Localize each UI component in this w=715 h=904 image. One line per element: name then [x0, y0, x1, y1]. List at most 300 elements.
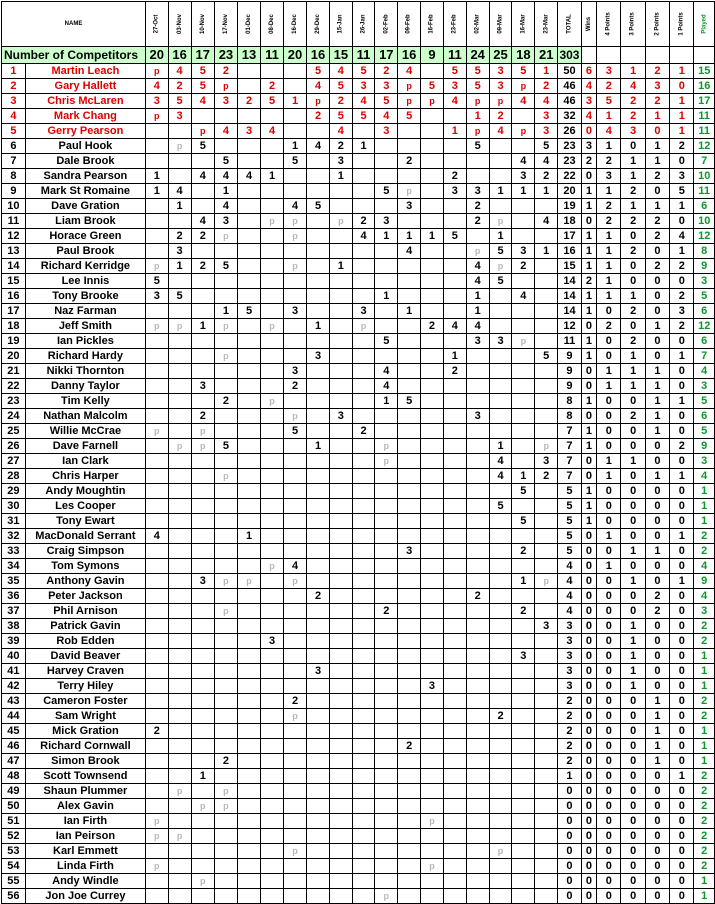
points-cell	[191, 889, 214, 904]
points-cell	[375, 304, 398, 319]
points-cell	[398, 469, 421, 484]
points-cell: 4	[284, 199, 307, 214]
competitor-name: Martin Leach	[25, 64, 145, 79]
competitor-name: Danny Taylor	[25, 379, 145, 394]
rank-cell: 6	[2, 139, 26, 154]
points-cell	[330, 679, 353, 694]
points-cell	[489, 289, 512, 304]
points-cell	[352, 739, 375, 754]
points-cell: p	[284, 709, 307, 724]
stat-cell: 0	[581, 889, 596, 904]
stat-cell: 0	[645, 124, 669, 139]
header-date-label: 08-Dec	[269, 14, 275, 34]
stat-cell: 0	[670, 829, 694, 844]
points-cell	[284, 289, 307, 304]
stat-cell: 0	[581, 559, 596, 574]
points-cell	[284, 829, 307, 844]
points-cell	[535, 289, 558, 304]
points-cell	[261, 424, 284, 439]
points-cell	[489, 424, 512, 439]
header-date-label: 26-Jan	[360, 14, 367, 34]
points-cell	[466, 634, 489, 649]
points-cell: 2	[191, 229, 214, 244]
stat-cell: 1	[581, 439, 596, 454]
points-cell	[398, 679, 421, 694]
points-cell	[443, 844, 466, 859]
points-cell	[191, 454, 214, 469]
points-cell: 3	[191, 574, 214, 589]
points-cell: 3	[466, 334, 489, 349]
stat-cell: 0	[597, 649, 621, 664]
points-cell	[330, 379, 353, 394]
points-cell	[168, 889, 191, 904]
points-cell: 4	[145, 529, 168, 544]
points-cell: p	[330, 214, 353, 229]
points-cell	[238, 754, 261, 769]
points-cell: 1	[512, 574, 535, 589]
points-cell	[443, 154, 466, 169]
points-cell: 1	[421, 229, 444, 244]
points-cell	[261, 724, 284, 739]
points-cell	[352, 409, 375, 424]
table-row	[2, 439, 715, 454]
points-cell	[443, 289, 466, 304]
total-cell: 4	[558, 574, 582, 589]
total-cell: 5	[558, 499, 582, 514]
rank-cell: 39	[2, 634, 26, 649]
rank-cell: 21	[2, 364, 26, 379]
competitor-name: Mark Chang	[25, 109, 145, 124]
points-cell	[398, 784, 421, 799]
competitor-name: Jon Joe Currey	[25, 889, 145, 904]
blank-cell	[670, 47, 694, 64]
table-row	[2, 709, 715, 724]
stat-cell: 0	[670, 409, 694, 424]
points-cell: 2	[512, 544, 535, 559]
stat-cell: 0	[645, 664, 669, 679]
points-cell	[398, 514, 421, 529]
total-cell: 23	[558, 154, 582, 169]
rank-cell: 19	[2, 334, 26, 349]
points-cell	[191, 154, 214, 169]
stat-cell: 0	[597, 514, 621, 529]
table-row	[2, 229, 715, 244]
points-cell: 3	[214, 214, 237, 229]
table-row	[2, 514, 715, 529]
points-cell	[375, 424, 398, 439]
table-row	[2, 769, 715, 784]
stat-cell: 4	[581, 79, 596, 94]
points-cell	[375, 814, 398, 829]
table-row	[2, 724, 715, 739]
total-cell: 3	[558, 664, 582, 679]
points-cell	[284, 394, 307, 409]
total-cell: 0	[558, 844, 582, 859]
points-cell	[421, 784, 444, 799]
points-cell	[512, 139, 535, 154]
points-cell: 2	[466, 589, 489, 604]
stat-cell: 1	[645, 754, 669, 769]
points-cell	[443, 334, 466, 349]
stat-cell: 0	[597, 859, 621, 874]
competitors-count: 15	[330, 47, 353, 64]
stat-cell: 0	[597, 334, 621, 349]
points-cell	[421, 709, 444, 724]
points-cell	[443, 649, 466, 664]
points-cell	[168, 559, 191, 574]
points-cell: p	[145, 259, 168, 274]
total-cell: 2	[558, 694, 582, 709]
points-cell: 4	[352, 94, 375, 109]
stat-cell: 1	[645, 319, 669, 334]
stat-cell: 0	[645, 529, 669, 544]
played-cell: 9	[694, 259, 715, 274]
points-cell	[466, 844, 489, 859]
table-row	[2, 454, 715, 469]
total-cell: 0	[558, 874, 582, 889]
points-cell	[398, 619, 421, 634]
points-cell	[261, 769, 284, 784]
points-cell	[191, 694, 214, 709]
points-cell: 4	[284, 559, 307, 574]
points-cell	[535, 784, 558, 799]
points-cell	[214, 424, 237, 439]
stat-cell: 2	[670, 319, 694, 334]
points-cell	[307, 769, 330, 784]
points-cell	[238, 844, 261, 859]
stat-cell: 0	[645, 844, 669, 859]
points-cell	[307, 334, 330, 349]
points-cell: p	[489, 259, 512, 274]
points-cell	[398, 319, 421, 334]
points-cell	[535, 199, 558, 214]
stat-cell: 0	[581, 574, 596, 589]
points-cell: 1	[512, 469, 535, 484]
header-date-label: 03-Nov	[176, 13, 183, 35]
points-cell	[512, 409, 535, 424]
points-cell: 1	[489, 229, 512, 244]
points-cell	[466, 349, 489, 364]
points-cell	[191, 679, 214, 694]
rank-cell: 18	[2, 319, 26, 334]
stat-cell: 0	[621, 424, 645, 439]
points-cell	[466, 874, 489, 889]
points-cell: 5	[307, 64, 330, 79]
points-cell	[191, 274, 214, 289]
points-cell	[284, 169, 307, 184]
points-cell	[307, 679, 330, 694]
points-cell: 1	[284, 139, 307, 154]
points-cell	[466, 469, 489, 484]
table-row	[2, 334, 715, 349]
points-cell	[238, 424, 261, 439]
competitor-name: Andy Moughtin	[25, 484, 145, 499]
points-cell	[261, 574, 284, 589]
points-cell	[238, 199, 261, 214]
points-cell: 1	[168, 259, 191, 274]
points-cell	[191, 469, 214, 484]
points-cell	[443, 709, 466, 724]
points-cell	[375, 244, 398, 259]
points-cell	[352, 709, 375, 724]
table-row	[2, 634, 715, 649]
stat-cell: 1	[581, 424, 596, 439]
points-cell	[398, 634, 421, 649]
competitor-name: Ian Firth	[25, 814, 145, 829]
points-cell	[214, 634, 237, 649]
rank-cell: 3	[2, 94, 26, 109]
points-cell	[512, 379, 535, 394]
stat-cell: 0	[645, 874, 669, 889]
stat-cell: 0	[621, 784, 645, 799]
points-cell	[421, 649, 444, 664]
points-cell	[535, 724, 558, 739]
stat-cell: 1	[670, 124, 694, 139]
stat-cell: 0	[670, 679, 694, 694]
points-cell	[443, 679, 466, 694]
points-cell: 3	[421, 679, 444, 694]
stat-cell: 1	[597, 274, 621, 289]
stat-cell: 0	[645, 499, 669, 514]
table-row	[2, 814, 715, 829]
points-cell	[307, 454, 330, 469]
points-cell	[145, 619, 168, 634]
points-cell	[191, 349, 214, 364]
stat-cell: 0	[670, 154, 694, 169]
header-date-label: 17-Nov	[222, 13, 229, 35]
points-cell	[352, 544, 375, 559]
points-cell	[261, 784, 284, 799]
points-cell: p	[214, 229, 237, 244]
points-cell	[330, 724, 353, 739]
points-cell	[535, 379, 558, 394]
played-cell: 2	[694, 829, 715, 844]
points-cell: 1	[145, 169, 168, 184]
points-cell	[214, 874, 237, 889]
points-cell	[145, 154, 168, 169]
points-cell	[168, 859, 191, 874]
rank-cell: 25	[2, 424, 26, 439]
stat-cell: 1	[581, 394, 596, 409]
points-cell	[284, 334, 307, 349]
competitors-count: 21	[535, 47, 558, 64]
points-cell	[421, 589, 444, 604]
stat-cell: 1	[670, 94, 694, 109]
points-cell	[307, 709, 330, 724]
points-cell	[352, 124, 375, 139]
points-cell	[238, 409, 261, 424]
stat-cell: 0	[645, 829, 669, 844]
points-cell: 5	[512, 484, 535, 499]
points-cell	[307, 619, 330, 634]
stat-cell: 0	[645, 244, 669, 259]
header-date	[168, 2, 191, 47]
points-cell	[168, 454, 191, 469]
points-cell	[466, 544, 489, 559]
points-cell: 1	[375, 394, 398, 409]
table-row	[2, 844, 715, 859]
stat-cell: 0	[597, 769, 621, 784]
stat-cell: 0	[670, 484, 694, 499]
points-cell: 1	[466, 289, 489, 304]
rank-cell: 22	[2, 379, 26, 394]
points-cell	[330, 424, 353, 439]
points-cell	[443, 244, 466, 259]
points-cell	[284, 874, 307, 889]
points-cell	[443, 544, 466, 559]
total-cell: 5	[558, 484, 582, 499]
points-cell	[191, 709, 214, 724]
points-cell	[284, 814, 307, 829]
points-cell	[145, 499, 168, 514]
played-cell: 3	[694, 274, 715, 289]
points-cell	[330, 514, 353, 529]
points-cell	[535, 754, 558, 769]
rank-cell: 5	[2, 124, 26, 139]
points-cell	[307, 214, 330, 229]
points-cell: p	[421, 859, 444, 874]
points-cell: p	[191, 424, 214, 439]
stat-cell: 0	[621, 559, 645, 574]
points-cell	[398, 529, 421, 544]
stat-cell: 2	[621, 334, 645, 349]
points-cell: 1	[398, 229, 421, 244]
points-cell: 3	[535, 109, 558, 124]
competitor-name: Shaun Plummer	[25, 784, 145, 799]
points-cell: p	[261, 319, 284, 334]
points-cell	[238, 859, 261, 874]
points-cell	[398, 844, 421, 859]
points-cell	[191, 634, 214, 649]
points-cell: 3	[238, 124, 261, 139]
points-cell	[238, 649, 261, 664]
points-cell	[330, 559, 353, 574]
stat-cell: 1	[621, 664, 645, 679]
rank-cell: 36	[2, 589, 26, 604]
points-cell	[375, 694, 398, 709]
stat-cell: 0	[621, 514, 645, 529]
points-cell	[238, 559, 261, 574]
total-cell: 0	[558, 784, 582, 799]
points-cell	[191, 334, 214, 349]
points-cell	[145, 514, 168, 529]
header-date	[398, 2, 421, 47]
points-cell	[466, 154, 489, 169]
points-cell	[535, 844, 558, 859]
points-cell	[168, 334, 191, 349]
stat-cell: 0	[597, 799, 621, 814]
points-cell	[352, 889, 375, 904]
points-cell: 3	[330, 409, 353, 424]
rank-cell: 54	[2, 859, 26, 874]
competitors-count: 18	[512, 47, 535, 64]
points-cell	[284, 244, 307, 259]
points-cell	[168, 214, 191, 229]
points-cell: p	[168, 829, 191, 844]
rank-cell: 46	[2, 739, 26, 754]
rank-cell: 17	[2, 304, 26, 319]
points-cell	[375, 634, 398, 649]
points-cell: 2	[307, 589, 330, 604]
points-cell	[352, 589, 375, 604]
points-cell	[307, 244, 330, 259]
points-cell	[421, 544, 444, 559]
points-cell: 3	[145, 94, 168, 109]
points-cell	[145, 379, 168, 394]
stat-cell: 2	[597, 319, 621, 334]
competitor-name: Terry Hiley	[25, 679, 145, 694]
points-cell	[330, 499, 353, 514]
points-cell	[168, 529, 191, 544]
points-cell	[443, 619, 466, 634]
points-cell	[284, 184, 307, 199]
points-cell	[168, 409, 191, 424]
played-cell: 4	[694, 589, 715, 604]
points-cell	[145, 394, 168, 409]
points-cell	[489, 589, 512, 604]
points-cell	[443, 664, 466, 679]
stat-cell: 0	[621, 799, 645, 814]
stat-cell: 0	[597, 619, 621, 634]
points-cell	[421, 199, 444, 214]
points-cell: p	[375, 439, 398, 454]
points-cell	[421, 499, 444, 514]
points-cell	[145, 694, 168, 709]
header-date	[466, 2, 489, 47]
points-cell: 2	[191, 409, 214, 424]
points-cell	[307, 814, 330, 829]
points-cell	[466, 379, 489, 394]
points-cell	[330, 874, 353, 889]
stat-cell: 0	[621, 694, 645, 709]
points-cell	[421, 259, 444, 274]
stat-cell: 0	[621, 319, 645, 334]
stat-cell: 1	[621, 574, 645, 589]
points-cell: p	[466, 94, 489, 109]
points-cell	[261, 229, 284, 244]
points-cell	[512, 814, 535, 829]
points-cell	[466, 724, 489, 739]
points-cell: 5	[489, 244, 512, 259]
points-cell	[330, 349, 353, 364]
table-row	[2, 784, 715, 799]
header-date-label: 10-Nov	[199, 13, 206, 35]
points-cell	[261, 484, 284, 499]
points-cell	[145, 124, 168, 139]
points-cell	[307, 544, 330, 559]
points-cell: 3	[443, 79, 466, 94]
stat-cell: 1	[621, 349, 645, 364]
points-cell	[443, 784, 466, 799]
points-cell	[375, 859, 398, 874]
points-cell: 5	[330, 109, 353, 124]
stat-cell: 2	[621, 109, 645, 124]
stat-cell: 1	[581, 304, 596, 319]
table-row	[2, 379, 715, 394]
points-cell	[214, 289, 237, 304]
stat-cell: 1	[670, 469, 694, 484]
total-cell: 22	[558, 169, 582, 184]
points-cell	[512, 799, 535, 814]
points-cell: p	[261, 394, 284, 409]
points-cell	[145, 559, 168, 574]
points-cell	[168, 694, 191, 709]
points-cell	[512, 499, 535, 514]
total-cell: 7	[558, 439, 582, 454]
points-cell	[238, 154, 261, 169]
stat-cell: 0	[670, 739, 694, 754]
stat-cell: 0	[597, 409, 621, 424]
